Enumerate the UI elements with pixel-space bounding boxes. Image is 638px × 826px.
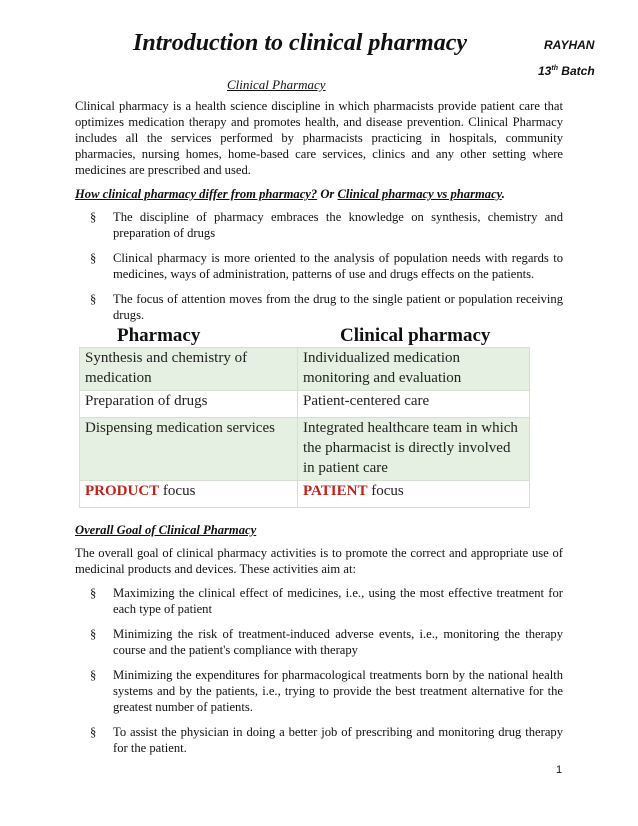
bullet-symbol: § <box>90 668 97 682</box>
heading-part-1: How clinical pharmacy differ from pharmacy? <box>75 187 318 201</box>
table-cell: Patient-centered care <box>298 391 530 418</box>
list-item <box>90 724 563 756</box>
batch-suffix: th <box>551 65 558 72</box>
focus-word: focus <box>159 483 196 499</box>
table-row <box>80 348 530 391</box>
table-cell: Preparation of drugs <box>80 391 298 418</box>
page-title: Introduction to clinical pharmacy <box>133 30 468 56</box>
heading-end: . <box>501 187 505 201</box>
comparison-bullet-list <box>90 209 563 332</box>
section-heading-clinical-pharmacy: Clinical Pharmacy <box>227 77 326 92</box>
goal-paragraph: The overall goal of clinical pharmacy activities is to promote the correct and appropriate use of medicinal products and devices. These activities aim at: <box>75 546 563 576</box>
list-item-text: The discipline of pharmacy embraces the knowledge on synthesis, chemistry and preparation of drugs <box>113 210 563 240</box>
list-item-text: Clinical pharmacy is more oriented to the analysis of population needs with regards to medicines, ways of administration, patterns of use and drugs effects on the patients. <box>113 251 563 281</box>
column-header-clinical-pharmacy: Clinical pharmacy <box>340 325 491 346</box>
comparison-table <box>79 347 530 508</box>
table-cell: Integrated healthcare team in which the pharmacist is directly involved in patient care <box>298 418 530 481</box>
list-item <box>90 667 563 715</box>
section-heading-comparison <box>75 187 505 202</box>
author-name: RAYHAN <box>544 38 595 52</box>
bullet-symbol: § <box>90 210 97 224</box>
list-item <box>90 291 563 323</box>
goal-bullet-list <box>90 585 563 765</box>
patient-focus-label: PATIENT <box>303 483 368 499</box>
product-focus-label: PRODUCT <box>85 483 160 499</box>
table-cell: Individualized medication monitoring and evaluation <box>298 348 530 391</box>
list-item-text: The focus of attention moves from the drug to the single patient or population receiving drugs. <box>113 292 563 322</box>
section-heading-overall-goal: Overall Goal of Clinical Pharmacy <box>75 523 257 537</box>
list-item-text: To assist the physician in doing a better job of prescribing and monitoring drug therapy for the patient. <box>113 725 563 755</box>
heading-or: Or <box>317 187 338 201</box>
intro-paragraph: Clinical pharmacy is a health science discipline in which pharmacists provide patient care that optimizes medication therapy and promotes health, and disease prevention. Clinical Pharmacy includes all the services performed by pharmacists practicing in hospitals, community pharmacies, nursing homes, home-based care services, clinics and any other setting where medicines are prescribed and used. <box>75 99 563 177</box>
product-focus-cell <box>80 481 298 508</box>
list-item <box>90 209 563 241</box>
list-item <box>90 250 563 282</box>
batch-label <box>538 64 595 78</box>
table-row <box>80 391 530 418</box>
page-number: 1 <box>556 764 563 776</box>
table-row-focus <box>80 481 530 508</box>
bullet-symbol: § <box>90 251 97 265</box>
bullet-symbol: § <box>90 292 97 306</box>
bullet-symbol: § <box>90 627 97 641</box>
list-item-text: Minimizing the expenditures for pharmacological treatments born by the national health systems and by the patients, i.e., trying to provide the best treatment alternative for the greatest number of patients. <box>113 668 563 714</box>
bullet-symbol: § <box>90 586 97 600</box>
focus-word: focus <box>367 483 404 499</box>
bullet-symbol: § <box>90 725 97 739</box>
heading-part-2: Clinical pharmacy vs pharmacy <box>337 187 502 201</box>
list-item <box>90 585 563 617</box>
batch-number: 13 <box>538 64 552 78</box>
table-cell: Synthesis and chemistry of medication <box>80 348 298 391</box>
batch-word: Batch <box>557 64 595 78</box>
patient-focus-cell <box>298 481 530 508</box>
column-header-pharmacy: Pharmacy <box>117 325 201 346</box>
table-row <box>80 418 530 481</box>
list-item-text: Minimizing the risk of treatment-induced adverse events, i.e., monitoring the therapy course and the patient's compliance with therapy <box>113 627 563 657</box>
table-cell: Dispensing medication services <box>80 418 298 481</box>
list-item-text: Maximizing the clinical effect of medicines, i.e., using the most effective treatment for each type of patient <box>113 586 563 616</box>
list-item <box>90 626 563 658</box>
